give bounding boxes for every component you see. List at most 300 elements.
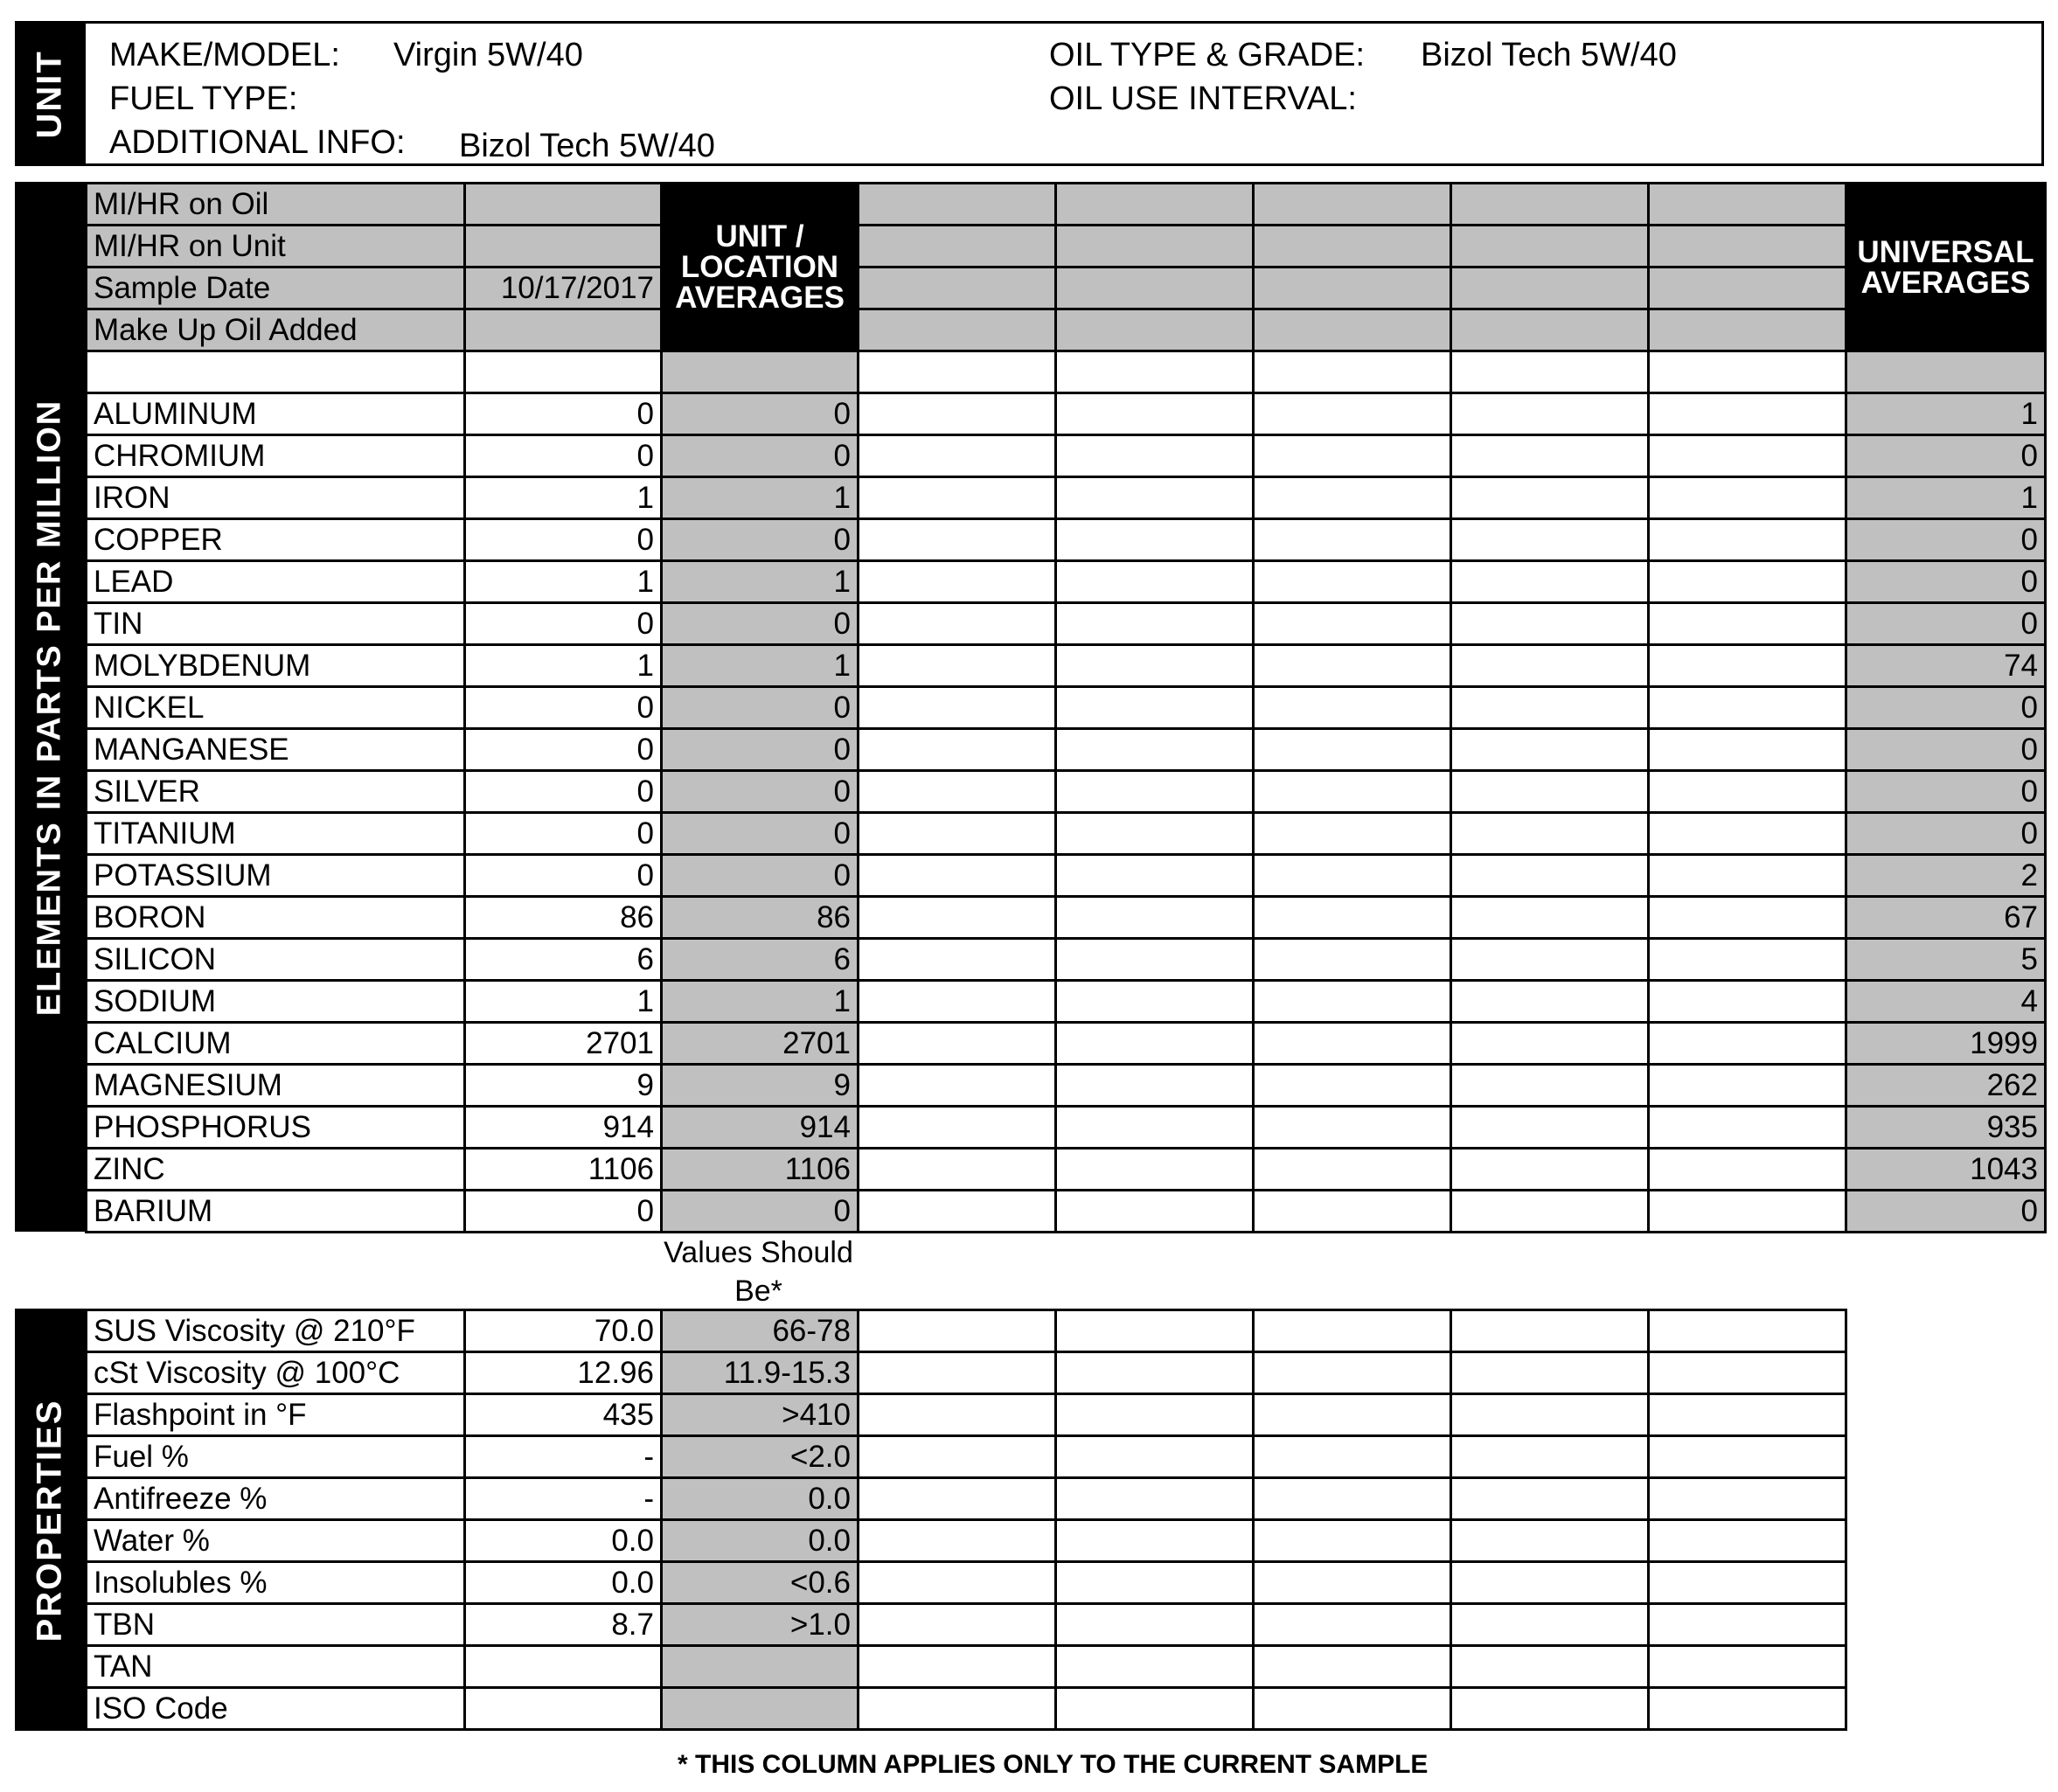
history-cell [1451,645,1649,687]
element-row [87,519,2046,561]
history-cell [1451,309,1649,351]
property-sample-value: 0.0 [465,1562,662,1604]
history-cell [1451,771,1649,813]
history-cell [1451,1065,1649,1107]
property-row [87,1478,1846,1520]
element-unit-average: 0 [662,687,859,729]
property-name: cSt Viscosity @ 100°C [87,1352,465,1394]
history-cell [1649,184,1846,226]
history-cell [1056,435,1254,477]
element-name: NICKEL [87,687,465,729]
element-name: TIN [87,603,465,645]
history-cell [1056,1023,1254,1065]
element-universal-average: 4 [1846,981,2046,1023]
history-cell [1056,267,1254,309]
property-should-be: <2.0 [662,1436,859,1478]
history-cell [1254,1520,1451,1562]
spacer-cell [1254,351,1451,393]
info-value [465,309,662,351]
history-cell [1451,267,1649,309]
history-cell [1254,1562,1451,1604]
element-row [87,939,2046,981]
element-universal-average: 0 [1846,729,2046,771]
history-cell [1649,435,1846,477]
make-model-value: Virgin 5W/40 [393,37,583,73]
element-unit-average: 0 [662,813,859,855]
element-row [87,393,2046,435]
element-row [87,855,2046,897]
property-sample-value: 8.7 [465,1604,662,1646]
history-cell [1056,729,1254,771]
history-cell [1649,1562,1846,1604]
history-cell [1451,981,1649,1023]
history-cell [1451,519,1649,561]
element-sample-value: 0 [465,603,662,645]
element-name: BORON [87,897,465,939]
info-value [465,226,662,267]
properties-table [85,1309,1847,1731]
property-should-be [662,1646,859,1688]
history-cell [1056,1065,1254,1107]
history-cell [1056,1478,1254,1520]
element-row [87,1191,2046,1233]
history-cell [1254,1107,1451,1149]
history-cell [1649,267,1846,309]
history-cell [1254,939,1451,981]
history-cell [1056,1520,1254,1562]
make-model-label: MAKE/MODEL: [109,37,340,73]
history-cell [1649,1436,1846,1478]
element-row [87,771,2046,813]
history-cell [859,393,1056,435]
history-cell [1056,1191,1254,1233]
element-name: MOLYBDENUM [87,645,465,687]
history-cell [1254,1310,1451,1352]
property-should-be: 66-78 [662,1310,859,1352]
history-cell [859,729,1056,771]
history-cell [1451,1520,1649,1562]
history-cell [859,687,1056,729]
history-cell [1254,813,1451,855]
history-cell [1451,1191,1649,1233]
history-cell [1649,226,1846,267]
property-row [87,1646,1846,1688]
element-universal-average: 0 [1846,519,2046,561]
history-cell [1649,687,1846,729]
history-cell [1451,897,1649,939]
history-cell [1649,1478,1846,1520]
property-sample-value [465,1688,662,1730]
element-name: ZINC [87,1149,465,1191]
property-should-be: 0.0 [662,1478,859,1520]
history-cell [859,1394,1056,1436]
element-unit-average: 2701 [662,1023,859,1065]
history-cell [1254,267,1451,309]
info-row [87,226,2046,267]
element-sample-value: 1 [465,981,662,1023]
info-row [87,309,2046,351]
history-cell [1254,897,1451,939]
history-cell [1254,1436,1451,1478]
property-name: Water % [87,1520,465,1562]
element-universal-average: 1999 [1846,1023,2046,1065]
history-cell [1649,1688,1846,1730]
property-name: SUS Viscosity @ 210°F [87,1310,465,1352]
history-cell [1649,1191,1846,1233]
element-universal-average: 0 [1846,687,2046,729]
history-cell [1649,1520,1846,1562]
history-cell [1649,477,1846,519]
element-name: POTASSIUM [87,855,465,897]
info-label: Sample Date [87,267,465,309]
history-cell [1451,939,1649,981]
property-name: Insolubles % [87,1562,465,1604]
universal-averages-header: UNIVERSAL AVERAGES [1846,184,2046,351]
element-sample-value: 1106 [465,1149,662,1191]
history-cell [1649,603,1846,645]
info-label: MI/HR on Oil [87,184,465,226]
element-universal-average: 935 [1846,1107,2046,1149]
element-name: MAGNESIUM [87,1065,465,1107]
property-row [87,1520,1846,1562]
history-cell [1451,687,1649,729]
history-cell [1056,1562,1254,1604]
history-cell [1254,1065,1451,1107]
property-row [87,1436,1846,1478]
property-should-be: <0.6 [662,1562,859,1604]
unit-location-averages-header: UNIT / LOCATION AVERAGES [662,184,859,351]
element-sample-value: 86 [465,897,662,939]
element-unit-average: 6 [662,939,859,981]
element-name: CALCIUM [87,1023,465,1065]
history-cell [1649,771,1846,813]
history-cell [859,645,1056,687]
history-cell [859,1149,1056,1191]
property-sample-value: 0.0 [465,1520,662,1562]
history-cell [1649,393,1846,435]
element-name: SODIUM [87,981,465,1023]
element-row [87,1065,2046,1107]
history-cell [859,1023,1056,1065]
spacer-cell [662,351,859,393]
history-cell [1056,981,1254,1023]
history-cell [1056,309,1254,351]
element-name: ALUMINUM [87,393,465,435]
element-unit-average: 0 [662,393,859,435]
property-name: TBN [87,1604,465,1646]
history-cell [1056,1604,1254,1646]
elements-side-bar [15,182,86,1232]
history-cell [1056,939,1254,981]
property-sample-value: 435 [465,1394,662,1436]
property-row [87,1352,1846,1394]
info-value: 10/17/2017 [465,267,662,309]
element-unit-average: 0 [662,771,859,813]
element-name: CHROMIUM [87,435,465,477]
element-universal-average: 1 [1846,477,2046,519]
history-cell [1451,435,1649,477]
history-cell [859,939,1056,981]
history-cell [1451,1310,1649,1352]
property-row [87,1310,1846,1352]
element-name: IRON [87,477,465,519]
element-unit-average: 86 [662,897,859,939]
element-sample-value: 914 [465,1107,662,1149]
history-cell [859,897,1056,939]
history-cell [1451,729,1649,771]
element-universal-average: 0 [1846,603,2046,645]
history-cell [859,1604,1056,1646]
history-cell [1254,477,1451,519]
element-sample-value: 0 [465,729,662,771]
history-cell [1451,1688,1649,1730]
property-row [87,1688,1846,1730]
history-cell [1451,1562,1649,1604]
history-cell [1056,771,1254,813]
history-cell [1254,1394,1451,1436]
info-label: Make Up Oil Added [87,309,465,351]
history-cell [1451,855,1649,897]
history-cell [1056,855,1254,897]
element-row [87,729,2046,771]
history-cell [1254,309,1451,351]
property-should-be: 11.9-15.3 [662,1352,859,1394]
history-cell [859,1478,1056,1520]
history-cell [1649,897,1846,939]
elements-side-label: ELEMENTS IN PARTS PER MILLION [31,399,68,1017]
values-should-be-label: Values Should Be* [664,1236,853,1309]
properties-side-label: PROPERTIES [30,1399,69,1643]
element-row [87,603,2046,645]
history-cell [1056,687,1254,729]
element-row [87,813,2046,855]
history-cell [859,309,1056,351]
history-cell [1254,1023,1451,1065]
history-cell [1451,393,1649,435]
history-cell [1451,1107,1649,1149]
history-cell [1056,226,1254,267]
unit-side-label: UNIT [30,50,69,139]
history-cell [1451,1023,1649,1065]
history-cell [1254,729,1451,771]
history-cell [1649,1065,1846,1107]
history-cell [1056,1436,1254,1478]
history-cell [1056,184,1254,226]
spacer-cell [1451,351,1649,393]
history-cell [859,519,1056,561]
element-universal-average: 262 [1846,1065,2046,1107]
info-label: MI/HR on Unit [87,226,465,267]
history-cell [1254,981,1451,1023]
history-cell [859,1688,1056,1730]
element-name: PHOSPHORUS [87,1107,465,1149]
history-cell [1056,1352,1254,1394]
history-cell [859,855,1056,897]
history-cell [1254,1149,1451,1191]
history-cell [1254,855,1451,897]
element-sample-value: 0 [465,771,662,813]
history-cell [1254,1646,1451,1688]
property-name: ISO Code [87,1688,465,1730]
property-sample-value: - [465,1436,662,1478]
element-sample-value: 0 [465,1191,662,1233]
element-sample-value: 1 [465,645,662,687]
history-cell [1451,561,1649,603]
history-cell [1056,813,1254,855]
property-sample-value: 12.96 [465,1352,662,1394]
spacer-cell [87,351,465,393]
history-cell [1254,1191,1451,1233]
history-cell [1056,561,1254,603]
history-cell [1254,1352,1451,1394]
history-cell [1649,1604,1846,1646]
element-sample-value: 0 [465,687,662,729]
element-name: BARIUM [87,1191,465,1233]
history-cell [1254,519,1451,561]
spacer-cell [1056,351,1254,393]
element-universal-average: 5 [1846,939,2046,981]
property-row [87,1394,1846,1436]
history-cell [1056,519,1254,561]
element-universal-average: 0 [1846,561,2046,603]
element-universal-average: 67 [1846,897,2046,939]
unit-side-bar [15,21,86,166]
property-should-be [662,1688,859,1730]
history-cell [1649,729,1846,771]
history-cell [1451,1352,1649,1394]
history-cell [1649,519,1846,561]
history-cell [1056,897,1254,939]
history-cell [859,1436,1056,1478]
elements-table [85,182,2047,1233]
element-unit-average: 914 [662,1107,859,1149]
history-cell [859,771,1056,813]
element-unit-average: 0 [662,435,859,477]
element-row [87,687,2046,729]
history-cell [1056,645,1254,687]
history-cell [1254,184,1451,226]
history-cell [1649,1646,1846,1688]
element-row [87,435,2046,477]
element-universal-average: 0 [1846,813,2046,855]
history-cell [1254,1604,1451,1646]
element-name: TITANIUM [87,813,465,855]
element-name: LEAD [87,561,465,603]
history-cell [1254,603,1451,645]
history-cell [1254,435,1451,477]
history-cell [1649,1310,1846,1352]
element-row [87,1149,2046,1191]
element-universal-average: 1043 [1846,1149,2046,1191]
history-cell [859,1520,1056,1562]
element-sample-value: 9 [465,1065,662,1107]
element-universal-average: 0 [1846,771,2046,813]
element-row [87,645,2046,687]
element-sample-value: 0 [465,393,662,435]
element-row [87,1023,2046,1065]
history-cell [1056,1394,1254,1436]
oil-type-label: OIL TYPE & GRADE: [1049,37,1366,73]
property-row [87,1604,1846,1646]
history-cell [1056,393,1254,435]
history-cell [1056,1149,1254,1191]
history-cell [859,184,1056,226]
element-sample-value: 6 [465,939,662,981]
property-name: TAN [87,1646,465,1688]
property-name: Flashpoint in °F [87,1394,465,1436]
history-cell [859,1310,1056,1352]
fuel-type-label: FUEL TYPE: [109,80,298,117]
history-cell [1649,939,1846,981]
element-sample-value: 0 [465,855,662,897]
spacer-cell [1846,351,2046,393]
element-row [87,981,2046,1023]
element-universal-average: 1 [1846,393,2046,435]
element-row [87,1107,2046,1149]
history-cell [1254,645,1451,687]
history-cell [1649,645,1846,687]
additional-info-value: Bizol Tech 5W/40 [459,128,715,164]
element-sample-value: 0 [465,435,662,477]
element-unit-average: 9 [662,1065,859,1107]
history-cell [1451,1394,1649,1436]
history-cell [1649,1394,1846,1436]
history-cell [1056,1107,1254,1149]
history-cell [859,435,1056,477]
history-cell [859,1191,1056,1233]
history-cell [859,1352,1056,1394]
history-cell [1254,1478,1451,1520]
element-unit-average: 1106 [662,1149,859,1191]
element-sample-value: 0 [465,519,662,561]
element-unit-average: 0 [662,603,859,645]
history-cell [859,813,1056,855]
history-cell [1451,813,1649,855]
history-cell [859,477,1056,519]
history-cell [1649,1352,1846,1394]
element-unit-average: 1 [662,981,859,1023]
info-row [87,184,2046,226]
history-cell [1649,855,1846,897]
history-cell [1451,1436,1649,1478]
property-sample-value: 70.0 [465,1310,662,1352]
history-cell [859,226,1056,267]
history-cell [1649,813,1846,855]
history-cell [859,603,1056,645]
history-cell [1649,309,1846,351]
property-should-be: >1.0 [662,1604,859,1646]
history-cell [1451,1149,1649,1191]
history-cell [1254,393,1451,435]
footnote: * THIS COLUMN APPLIES ONLY TO THE CURRENT SAMPLE [678,1750,1429,1779]
history-cell [1056,603,1254,645]
history-cell [859,267,1056,309]
element-universal-average: 0 [1846,1191,2046,1233]
property-name: Antifreeze % [87,1478,465,1520]
element-row [87,561,2046,603]
element-universal-average: 0 [1846,435,2046,477]
info-value [465,184,662,226]
history-cell [1254,1688,1451,1730]
element-sample-value: 2701 [465,1023,662,1065]
history-cell [1649,1107,1846,1149]
property-sample-value: - [465,1478,662,1520]
history-cell [1451,1478,1649,1520]
history-cell [1056,1310,1254,1352]
history-cell [1056,1688,1254,1730]
history-cell [1451,184,1649,226]
element-sample-value: 0 [465,813,662,855]
